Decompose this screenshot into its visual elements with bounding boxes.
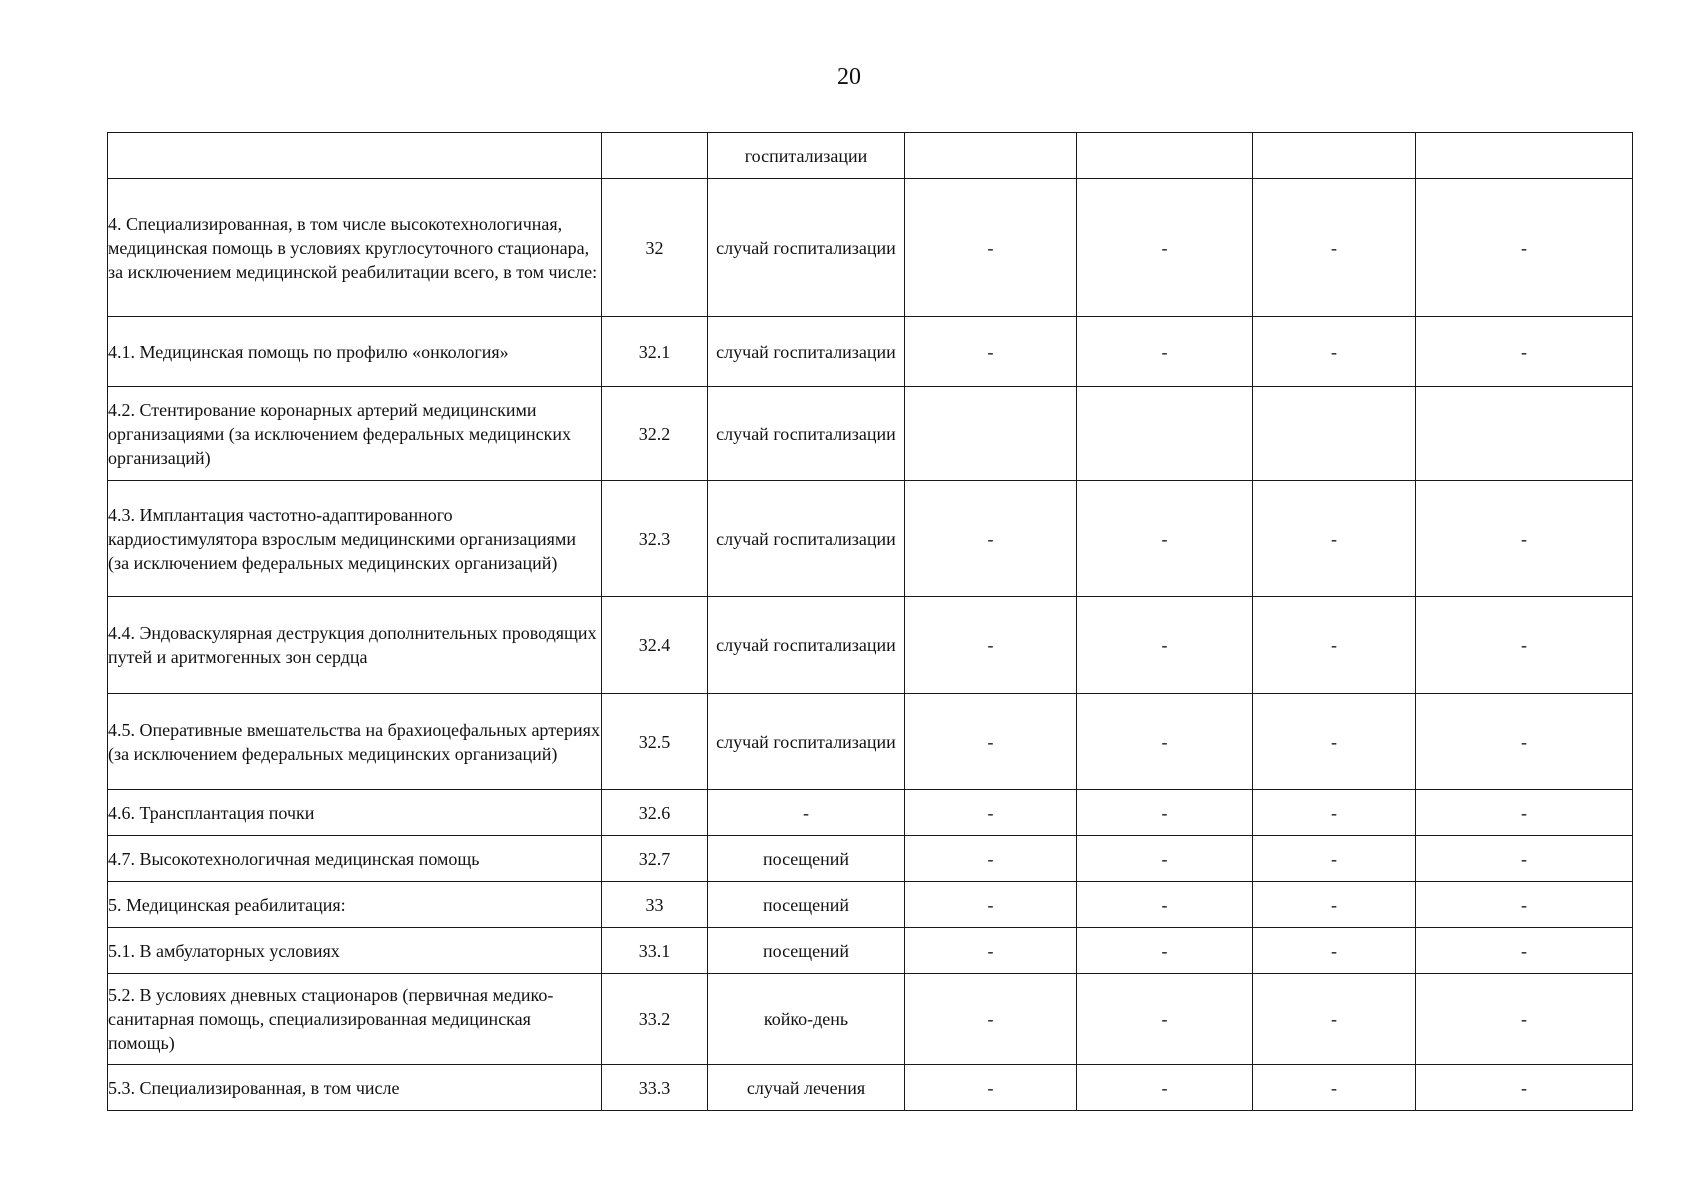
value-cell-1: - bbox=[905, 597, 1077, 694]
name-cell: 4.6. Трансплантация почки bbox=[108, 790, 602, 836]
value-cell-4 bbox=[1416, 387, 1633, 481]
code-cell: 33.2 bbox=[602, 974, 708, 1065]
unit-cell: случай лечения bbox=[708, 1065, 905, 1111]
value-cell-2: - bbox=[1077, 974, 1253, 1065]
value-cell-4: - bbox=[1416, 481, 1633, 597]
unit-cell: койко-день bbox=[708, 974, 905, 1065]
value-cell-4: - bbox=[1416, 974, 1633, 1065]
value-cell-2: - bbox=[1077, 836, 1253, 882]
unit-cell: случай госпитализации bbox=[708, 481, 905, 597]
value-cell-3: - bbox=[1253, 317, 1416, 387]
value-cell-3: - bbox=[1253, 882, 1416, 928]
name-cell: 4.1. Медицинская помощь по профилю «онкология» bbox=[108, 317, 602, 387]
value-cell-1: - bbox=[905, 836, 1077, 882]
value-cell-4 bbox=[1416, 133, 1633, 179]
unit-cell: посещений bbox=[708, 928, 905, 974]
value-cell-1: - bbox=[905, 974, 1077, 1065]
value-cell-1: - bbox=[905, 694, 1077, 790]
name-cell: 4.4. Эндоваскулярная деструкция дополнительных проводящих путей и аритмогенных зон сердца bbox=[108, 597, 602, 694]
value-cell-3 bbox=[1253, 387, 1416, 481]
name-cell: 5.3. Специализированная, в том числе bbox=[108, 1065, 602, 1111]
indicators-table bbox=[107, 132, 1633, 1111]
table-row bbox=[108, 928, 1633, 974]
value-cell-2: - bbox=[1077, 694, 1253, 790]
value-cell-2: - bbox=[1077, 928, 1253, 974]
value-cell-2: - bbox=[1077, 790, 1253, 836]
value-cell-1: - bbox=[905, 790, 1077, 836]
table-row bbox=[108, 597, 1633, 694]
value-cell-3 bbox=[1253, 133, 1416, 179]
value-cell-1 bbox=[905, 133, 1077, 179]
value-cell-1: - bbox=[905, 481, 1077, 597]
table-row bbox=[108, 836, 1633, 882]
code-cell: 33.3 bbox=[602, 1065, 708, 1111]
table-row bbox=[108, 974, 1633, 1065]
code-cell: 33 bbox=[602, 882, 708, 928]
unit-cell: случай госпитализации bbox=[708, 179, 905, 317]
value-cell-3: - bbox=[1253, 481, 1416, 597]
value-cell-3: - bbox=[1253, 597, 1416, 694]
code-cell: 32.5 bbox=[602, 694, 708, 790]
name-cell: 4.7. Высокотехнологичная медицинская помощь bbox=[108, 836, 602, 882]
table-row bbox=[108, 179, 1633, 317]
value-cell-3: - bbox=[1253, 836, 1416, 882]
table-row bbox=[108, 790, 1633, 836]
value-cell-3: - bbox=[1253, 790, 1416, 836]
value-cell-3: - bbox=[1253, 928, 1416, 974]
code-cell: 33.1 bbox=[602, 928, 708, 974]
table-row bbox=[108, 481, 1633, 597]
value-cell-2: - bbox=[1077, 481, 1253, 597]
table-row bbox=[108, 317, 1633, 387]
value-cell-4: - bbox=[1416, 836, 1633, 882]
table-row bbox=[108, 694, 1633, 790]
table-row bbox=[108, 133, 1633, 179]
code-cell: 32.6 bbox=[602, 790, 708, 836]
value-cell-2 bbox=[1077, 387, 1253, 481]
name-cell: 5.1. В амбулаторных условиях bbox=[108, 928, 602, 974]
value-cell-2: - bbox=[1077, 882, 1253, 928]
value-cell-2 bbox=[1077, 133, 1253, 179]
value-cell-1: - bbox=[905, 1065, 1077, 1111]
name-cell: 4.5. Оперативные вмешательства на брахиоцефальных артериях (за исключением федеральных медицинских организаций) bbox=[108, 694, 602, 790]
value-cell-4: - bbox=[1416, 597, 1633, 694]
value-cell-4: - bbox=[1416, 1065, 1633, 1111]
unit-cell: - bbox=[708, 790, 905, 836]
name-cell: 5. Медицинская реабилитация: bbox=[108, 882, 602, 928]
unit-cell: случай госпитализации bbox=[708, 387, 905, 481]
code-cell: 32 bbox=[602, 179, 708, 317]
value-cell-2: - bbox=[1077, 317, 1253, 387]
value-cell-4: - bbox=[1416, 928, 1633, 974]
code-cell: 32.3 bbox=[602, 481, 708, 597]
value-cell-2: - bbox=[1077, 1065, 1253, 1111]
code-cell: 32.4 bbox=[602, 597, 708, 694]
value-cell-2: - bbox=[1077, 179, 1253, 317]
table-row bbox=[108, 387, 1633, 481]
unit-cell: госпитализации bbox=[708, 133, 905, 179]
value-cell-3: - bbox=[1253, 1065, 1416, 1111]
value-cell-4: - bbox=[1416, 790, 1633, 836]
name-cell: 4. Специализированная, в том числе высокотехнологичная, медицинская помощь в условиях круглосуточного стационара, за исключением медицинской реабилитации всего, в том числе: bbox=[108, 179, 602, 317]
unit-cell: посещений bbox=[708, 882, 905, 928]
unit-cell: посещений bbox=[708, 836, 905, 882]
table-row bbox=[108, 882, 1633, 928]
value-cell-3: - bbox=[1253, 974, 1416, 1065]
value-cell-1: - bbox=[905, 928, 1077, 974]
value-cell-4: - bbox=[1416, 882, 1633, 928]
name-cell bbox=[108, 133, 602, 179]
value-cell-2: - bbox=[1077, 597, 1253, 694]
unit-cell: случай госпитализации bbox=[708, 317, 905, 387]
code-cell: 32.2 bbox=[602, 387, 708, 481]
table-row bbox=[108, 1065, 1633, 1111]
code-cell: 32.1 bbox=[602, 317, 708, 387]
value-cell-4: - bbox=[1416, 179, 1633, 317]
name-cell: 5.2. В условиях дневных стационаров (первичная медико-санитарная помощь, специализированная медицинская помощь) bbox=[108, 974, 602, 1065]
unit-cell: случай госпитализации bbox=[708, 694, 905, 790]
name-cell: 4.3. Имплантация частотно-адаптированного кардиостимулятора взрослым медицинскими организациями (за исключением федеральных медицинских организаций) bbox=[108, 481, 602, 597]
value-cell-3: - bbox=[1253, 694, 1416, 790]
value-cell-1: - bbox=[905, 179, 1077, 317]
name-cell: 4.2. Стентирование коронарных артерий медицинскими организациями (за исключением федеральных медицинских организаций) bbox=[108, 387, 602, 481]
value-cell-1: - bbox=[905, 882, 1077, 928]
value-cell-1 bbox=[905, 387, 1077, 481]
code-cell bbox=[602, 133, 708, 179]
page-number: 20 bbox=[837, 64, 861, 90]
unit-cell: случай госпитализации bbox=[708, 597, 905, 694]
value-cell-4: - bbox=[1416, 317, 1633, 387]
code-cell: 32.7 bbox=[602, 836, 708, 882]
value-cell-1: - bbox=[905, 317, 1077, 387]
value-cell-4: - bbox=[1416, 694, 1633, 790]
value-cell-3: - bbox=[1253, 179, 1416, 317]
